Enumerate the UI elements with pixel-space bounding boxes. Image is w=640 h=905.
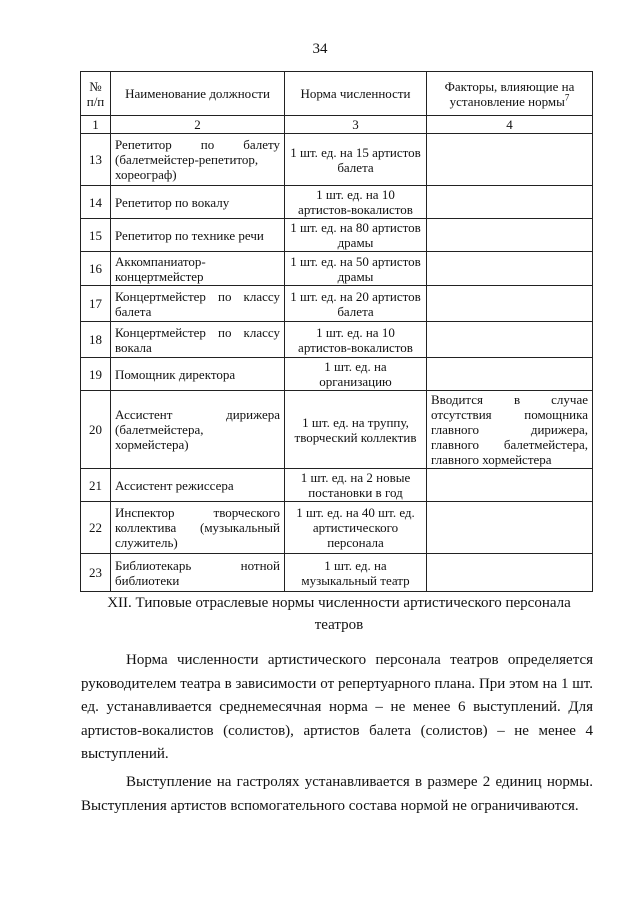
row-number: 20 [81, 391, 111, 469]
body-paragraph: Норма численности артистического персонала театров определяется руководителем театра в зависимости от репертуарного плана. При этом на 1 шт. ед. устанавливается среднемесячная норма – не менее 6 выступлений. Для артистов-вокалистов (солистов), артистов балета (солистов) – не менее 4 выступлений. [81, 652, 593, 762]
position-name: Репетитор по технике речи [111, 219, 285, 252]
position-name: Концертмейстер по классу балета [111, 286, 285, 322]
column-index-row [81, 116, 593, 134]
row-number: 22 [81, 502, 111, 554]
table-row [81, 391, 593, 469]
table-row [81, 286, 593, 322]
staffing-norm: 1 шт. ед. на труппу, творческий коллектив [285, 391, 427, 469]
table-row [81, 134, 593, 186]
norm-factors [427, 134, 593, 186]
position-name: Ассистент дирижера (балетмейстера, хормейстера) [111, 391, 285, 469]
norm-factors [427, 358, 593, 391]
norm-factors [427, 186, 593, 219]
footnote-ref: 7 [564, 92, 570, 103]
norm-factors [427, 322, 593, 358]
body-paragraph: Выступление на гастролях устанавливается в размере 2 единиц нормы. Выступления артистов вспомогательного состава нормой не ограничиваются. [81, 774, 593, 814]
header-norm: Норма численности [285, 72, 427, 116]
header-num: № п/п [81, 72, 111, 116]
norm-factors: Вводится в случае отсутствия помощника главного дирижера, главного балетмейстера, главного хормейстера [427, 391, 593, 469]
header-position-name: Наименование должности [111, 72, 285, 116]
norm-factors [427, 502, 593, 554]
row-number: 18 [81, 322, 111, 358]
position-name: Репетитор по балету (балетмейстер-репетитор, хореограф) [111, 134, 285, 186]
row-number: 21 [81, 469, 111, 502]
header-factors [427, 72, 593, 116]
staffing-norm: 1 шт. ед. на 10 артистов-вокалистов [285, 186, 427, 219]
column-index: 3 [285, 116, 427, 134]
staffing-norm: 1 шт. ед. на 40 шт. ед. артистического персонала [285, 502, 427, 554]
position-name: Помощник директора [111, 358, 285, 391]
table-row [81, 469, 593, 502]
table-row [81, 358, 593, 391]
staffing-norm: 1 шт. ед. на 20 артистов балета [285, 286, 427, 322]
position-name: Инспектор творческого коллектива (музыкальный служитель) [111, 502, 285, 554]
staffing-norm: 1 шт. ед. на 2 новые постановки в год [285, 469, 427, 502]
table-row [81, 502, 593, 554]
staffing-norm: 1 шт. ед. на музыкальный театр [285, 554, 427, 592]
table-row [81, 219, 593, 252]
row-number: 13 [81, 134, 111, 186]
header-factors-text: Факторы, влияющие на установление нормы [444, 78, 575, 109]
norm-factors [427, 252, 593, 286]
row-number: 16 [81, 252, 111, 286]
staffing-norm: 1 шт. ед. на 50 артистов драмы [285, 252, 427, 286]
table-row [81, 186, 593, 219]
staffing-norm: 1 шт. ед. на 15 артистов балета [285, 134, 427, 186]
page-number: 34 [312, 41, 328, 57]
position-name: Библиотекарь нотной библиотеки [111, 554, 285, 592]
staffing-norm: 1 шт. ед. на 10 артистов-вокалистов [285, 322, 427, 358]
section-title: XII. Типовые отраслевые нормы численности артистического персонала театров [107, 595, 571, 633]
staffing-norms-table [80, 71, 593, 592]
column-index: 2 [111, 116, 285, 134]
row-number: 23 [81, 554, 111, 592]
norm-factors [427, 286, 593, 322]
staffing-norm: 1 шт. ед. на 80 артистов драмы [285, 219, 427, 252]
position-name: Репетитор по вокалу [111, 186, 285, 219]
position-name: Ассистент режиссера [111, 469, 285, 502]
table-row [81, 252, 593, 286]
row-number: 15 [81, 219, 111, 252]
norm-factors [427, 219, 593, 252]
table-header-row [81, 72, 593, 116]
row-number: 17 [81, 286, 111, 322]
staffing-norm: 1 шт. ед. на организацию [285, 358, 427, 391]
position-name: Аккомпаниатор-концертмейстер [111, 252, 285, 286]
position-name: Концертмейстер по классу вокала [111, 322, 285, 358]
column-index: 1 [81, 116, 111, 134]
norm-factors [427, 554, 593, 592]
table-row [81, 554, 593, 592]
row-number: 19 [81, 358, 111, 391]
column-index: 4 [427, 116, 593, 134]
row-number: 14 [81, 186, 111, 219]
table-row [81, 322, 593, 358]
norm-factors [427, 469, 593, 502]
